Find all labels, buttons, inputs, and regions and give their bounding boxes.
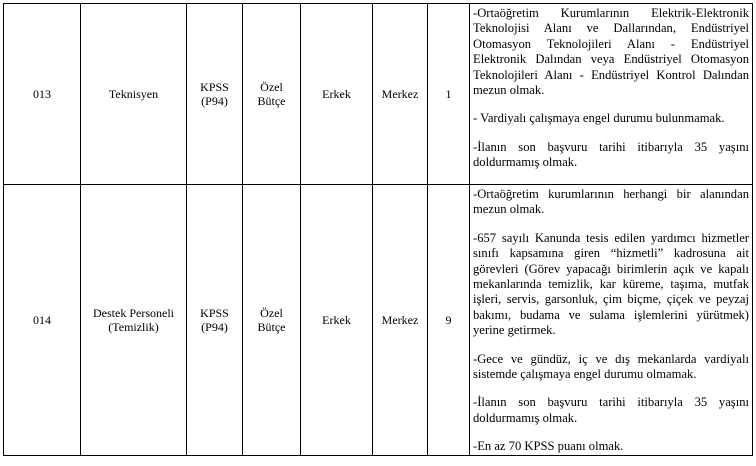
requirements: [470, 185, 753, 456]
position-code: 014: [4, 185, 81, 456]
position-count: 9: [428, 185, 470, 456]
work-location: Merkez: [373, 4, 428, 185]
requirement-item: -İlanın son başvuru tarihi itibarıyla 35 yaşını doldurmamış olmak.: [473, 139, 749, 170]
job-listing-table: [3, 3, 753, 456]
requirement-item: -Ortaöğretim kurumlarının herhangi bir alanından mezun olmak.: [473, 187, 749, 217]
budget-line-1: Özel: [260, 305, 283, 320]
gender: Erkek: [301, 4, 373, 185]
budget-type: [243, 185, 301, 456]
requirement-item: -Ortaöğretim Kurumlarının Elektrik-Elektronik Teknolojisi Alanı ve Dallarından, Endüstriyel Otomasyon Teknolojileri Alanı - Endüstriyel Elektronik Dalından veya Endüstriyel Otomasyon Teknolojileri Alanı - Endüstriyel Kontrol Dalından mezun olmak.: [473, 6, 749, 98]
requirements: [470, 4, 753, 185]
budget-line-2: Bütçe: [257, 319, 286, 334]
position-code: 013: [4, 4, 81, 185]
exam-type: [187, 4, 243, 185]
requirement-item: - Vardiyalı çalışmaya engel durumu bulunmamak.: [473, 111, 725, 126]
requirement-item: -657 sayılı Kanunda tesis edilen yardımcı hizmetler sınıfı kapsamına giren “hizmetli” kadrosuna ait görevleri (Görev yapacağı birimlerin açık ve kapalı mekanlarında temizlik, kar küreme, taşıma, mutfak işleri, servis, garsonluk, çim biçme, çiçek ve peyzaj bakımı, budama ve sulama işlemlerini yürütmek) yerine getirmek.: [473, 230, 749, 338]
requirement-item: -En az 70 KPSS puanı olmak.: [473, 439, 624, 454]
position-title: Destek Personeli (Temizlik): [81, 185, 187, 456]
budget-line-2: Bütçe: [257, 94, 286, 108]
requirement-item: -Gece ve gündüz, iç ve dış mekanlarda vardiyalı sistemde çalışmaya engel durumu olmamak.: [473, 351, 749, 382]
gender: Erkek: [301, 185, 373, 456]
exam-name: KPSS: [200, 80, 229, 94]
budget-type: [243, 4, 301, 185]
exam-code: (P94): [201, 319, 228, 334]
exam-type: [187, 185, 243, 456]
work-location: Merkez: [373, 185, 428, 456]
budget-line-1: Özel: [260, 80, 283, 94]
position-count: 1: [428, 4, 470, 185]
exam-code: (P94): [201, 94, 228, 108]
table-row: [4, 4, 753, 185]
exam-name: KPSS: [200, 305, 229, 320]
requirement-item: -İlanın son başvuru tarihi itibarıyla 35 yaşını doldurmamış olmak.: [473, 395, 749, 425]
position-title: Teknisyen: [81, 4, 187, 185]
table-row: [4, 185, 753, 456]
